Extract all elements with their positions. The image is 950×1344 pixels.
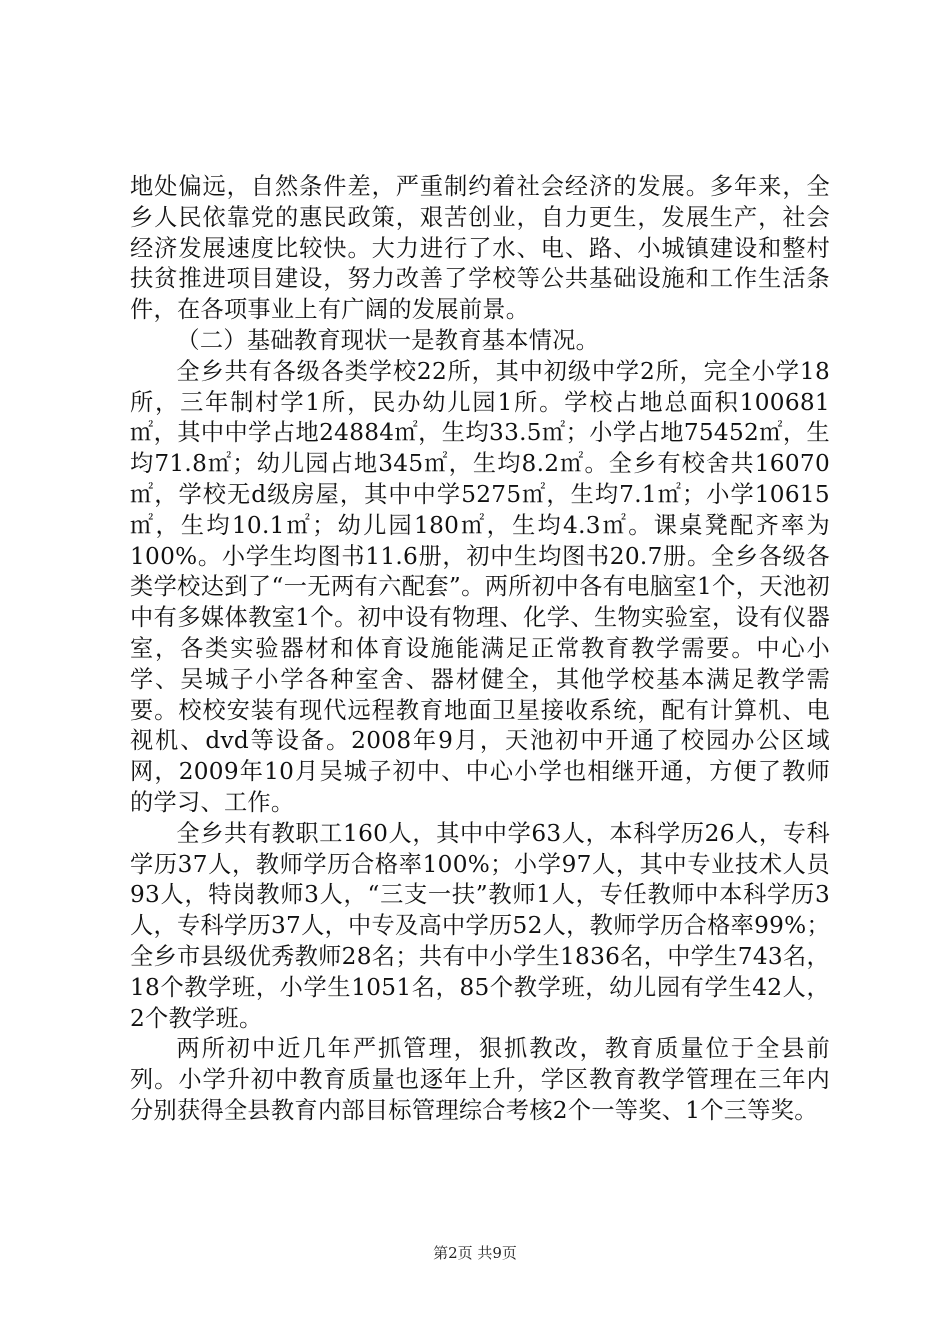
- paragraph-staff-and-students: 全乡共有教职工160人，其中中学63人，本科学历26人，专科学历37人，教师学历合格率100%；小学97人，其中专业技术人员93人，特岗教师3人，“三支一扶”教师1人，专任教师中本科学历3人，专科学历37人，中专及高中学历52人，教师学历合格率99%；全乡市县级优秀教师28名；共有中小学生1836名，中学生743名，18个教学班，小学生1051名，85个教学班，幼儿园有学生42人，2个教学班。: [130, 819, 830, 1032]
- paragraph-school-facilities: 全乡共有各级各类学校22所，其中初级中学2所，完全小学18所，三年制村学1所，民办幼儿园1所。学校占地总面积100681㎡，其中中学占地24884㎡，生均33.5㎡；小学占地75452㎡，生均71.8㎡；幼儿园占地345㎡，生均8.2㎡。全乡有校舍共16070㎡，学校无d级房屋，其中中学5275㎡，生均7.1㎡；小学10615㎡，生均10.1㎡；幼儿园180㎡，生均4.3㎡。课桌凳配齐率为100%。小学生均图书11.6册，初中生均图书20.7册。全乡各级各类学校达到了“一无两有六配套”。两所初中各有电脑室1个，天池初中有多媒体教室1个。初中设有物理、化学、生物实验室，设有仪器室，各类实验器材和体育设施能满足正常教育教学需要。中心小学、吴城子小学各种室舍、器材健全，其他学校基本满足教学需要。校校安装有现代远程教育地面卫星接收系统，配有计算机、电视机、dvd等设备。2008年9月，天池初中开通了校园办公区域网，2009年10月吴城子初中、中心小学也相继开通，方便了教师的学习、工作。: [130, 357, 830, 816]
- paragraph-education-quality: 两所初中近几年严抓管理，狠抓教改，教育质量位于全县前列。小学升初中教育质量也逐年上升，学区教育教学管理在三年内分别获得全县教育内部目标管理综合考核2个一等奖、1个三等奖。: [130, 1035, 830, 1124]
- section-heading-basic-education: （二）基础教育现状一是教育基本情况。: [176, 326, 600, 354]
- page-number-footer: 第2页 共9页: [433, 1244, 517, 1262]
- paragraph-intro-continued: 地处偏远，自然条件差，严重制约着社会经济的发展。多年来，全乡人民依靠党的惠民政策，艰苦创业，自力更生，发展生产，社会经济发展速度比较快。大力进行了水、电、路、小城镇建设和整村扶贫推进项目建设，努力改善了学校等公共基础设施和工作生活条件，在各项事业上有广阔的发展前景。: [130, 173, 830, 324]
- document-body: [130, 172, 830, 1127]
